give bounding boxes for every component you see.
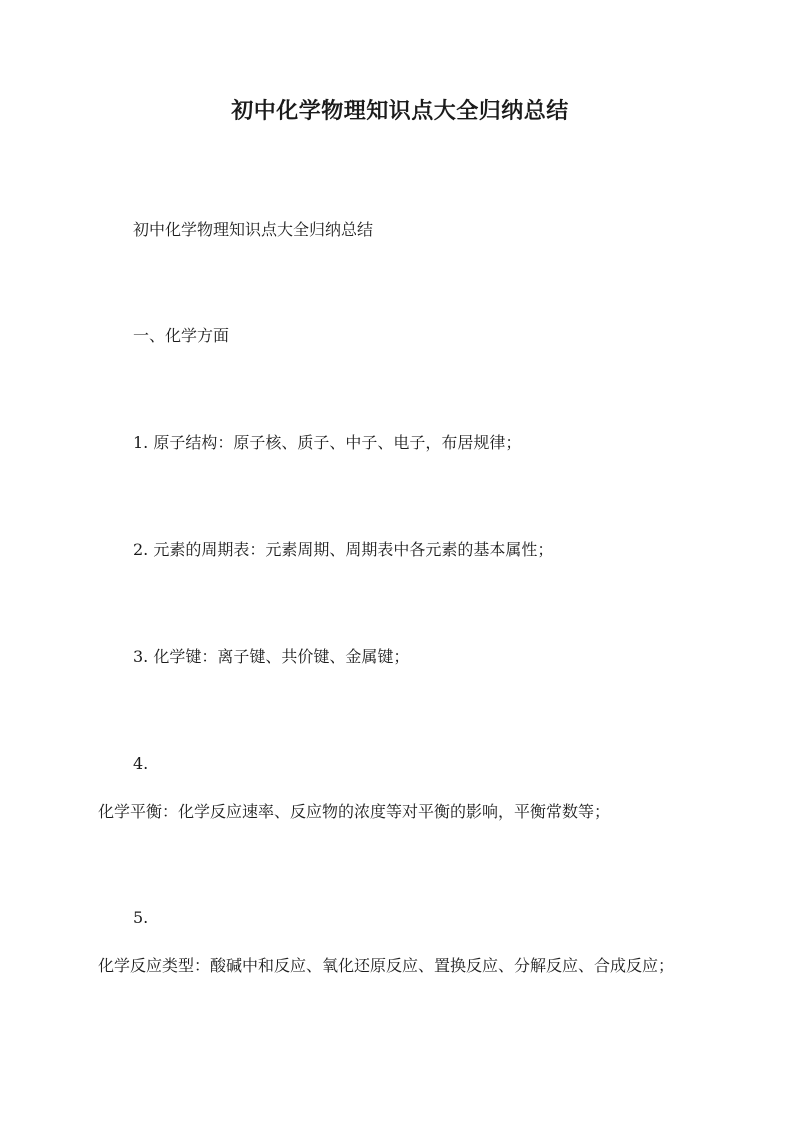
section-heading: 一、化学方面 [133,326,230,345]
list-item: 化学反应类型：酸碱中和反应、氧化还原反应、置换反应、分解反应、合成反应； [98,956,675,975]
document-title: 初中化学物理知识点大全归纳总结 [231,98,569,124]
list-item-number: 4. [133,754,149,773]
document-subtitle: 初中化学物理知识点大全归纳总结 [133,220,374,239]
list-item: 3. 化学键：离子键、共价键、金属键； [133,647,410,666]
list-item: 1. 原子结构：原子核、质子、中子、电子，布居规律； [133,433,522,452]
list-item: 2. 元素的周期表：元素周期、周期表中各元素的基本属性； [133,540,554,559]
list-item: 化学平衡：化学反应速率、反应物的浓度等对平衡的影响，平衡常数等； [98,802,611,821]
list-item-number: 5. [133,908,149,927]
